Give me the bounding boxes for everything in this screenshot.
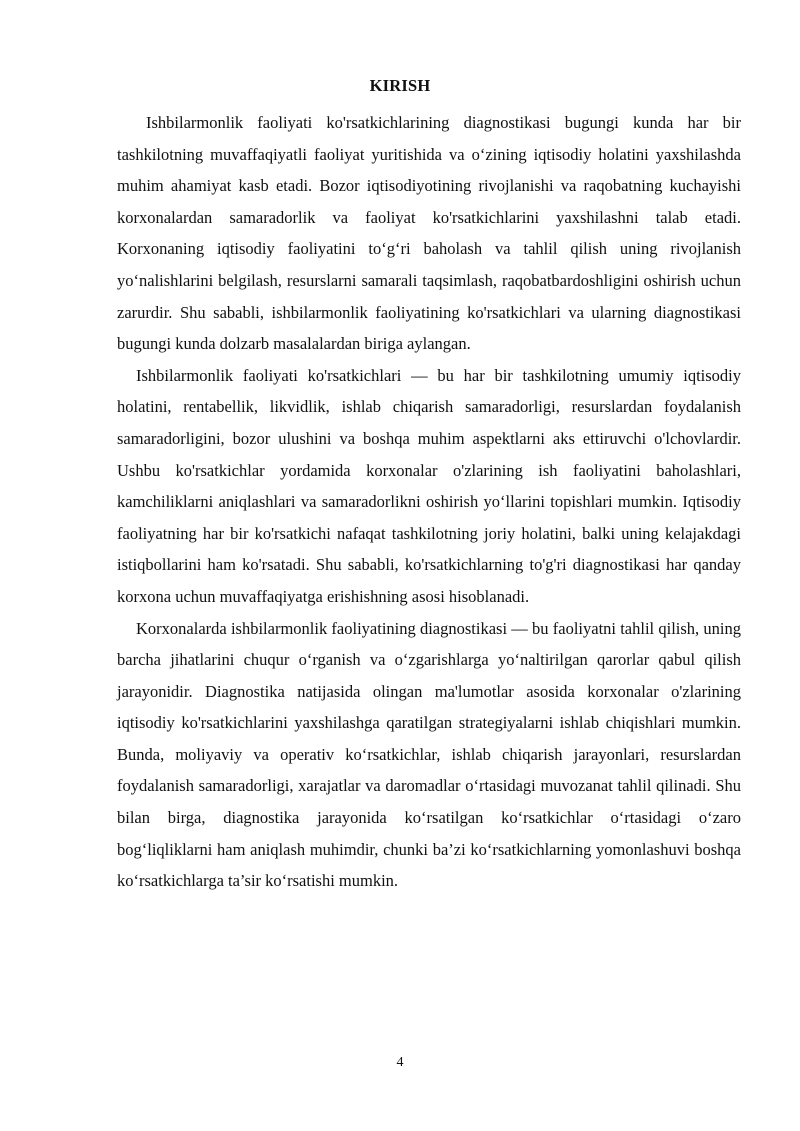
paragraph-2: Ishbilarmonlik faoliyati ko'rsatkichlari — bu har bir tashkilotning umumiy iqtisodiy holatini, rentabellik, likvidlik, ishlab chiqarish samaradorligi, resurslardan foydalanish samaradorligini, bozor ulushini va boshqa muhim aspektlarni aks ettiruvchi o'lchovlardir. Ushbu ko'rsatkichlar yordamida korxonalar o'zlarining ish faoliyatini baholashlari, kamchiliklarni aniqlashlari va samaradorlikni oshirish yo‘llarini topishlari mumkin. Iqtisodiy faoliyatning har bir ko'rsatkichi nafaqat tashkilotning joriy holatini, balki uning kelajakdagi istiqbollarini ham ko'rsatadi. Shu sababli, ko'rsatkichlarning to'g'ri diagnostikasi har qanday korxona uchun muvaffaqiyatga erishishning asosi hisoblanadi. bbox=[117, 365, 741, 606]
section-heading: KIRISH bbox=[369, 76, 431, 95]
paragraph-1: Ishbilarmonlik faoliyati ko'rsatkichlarining diagnostikasi bugungi kunda har bir tashkilotning muvaffaqiyatli faoliyat yuritishida va o‘zining iqtisodiy holatini yaxshilashda muhim ahamiyat kasb etadi. Bozor iqtisodiyotining rivojlanishi va raqobatning kuchayishi korxonalardan samaradorlik va faoliyat ko'rsatkichlarini yaxshilashni talab etadi. Korxonaning iqtisodiy faoliyatini to‘g‘ri baholash va tahlil qilish uning rivojlanish yo‘nalishlarini belgilash, resurslarni samarali taqsimlash, raqobatbardoshligini oshirish uchun zarurdir. Shu sababli, ishbilarmonlik faoliyatining ko'rsatkichlari va ularning diagnostikasi bugungi kunda dolzarb masalalardan biriga aylangan. bbox=[117, 113, 741, 354]
body-text bbox=[117, 107, 741, 897]
page-number: 4 bbox=[396, 1055, 404, 1070]
paragraph-3: Korxonalarda ishbilarmonlik faoliyatining diagnostikasi — bu faoliyatni tahlil qilish, uning barcha jihatlarini chuqur o‘rganish va o‘zgarishlarga yo‘naltirilgan qarorlar qabul qilish jarayonidir. Diagnostika natijasida olingan ma'lumotlar asosida korxonalar o'zlarining iqtisodiy ko'rsatkichlarini yaxshilashga qaratilgan strategiyalarni ishlab chiqishlari mumkin. Bunda, moliyaviy va operativ ko‘rsatkichlar, ishlab chiqarish jarayonlari, resurslardan foydalanish samaradorligi, xarajatlar va daromadlar o‘rtasidagi muvozanat tahlil qilinadi. Shu bilan birga, diagnostika jarayonida ko‘rsatilgan ko‘rsatkichlar o‘rtasidagi o‘zaro bog‘liqliklarni ham aniqlash muhimdir, chunki ba’zi ko‘rsatkichlarning yomonlashuvi boshqa ko‘rsatkichlarga ta’sir ko‘rsatishi mumkin. bbox=[117, 618, 741, 891]
